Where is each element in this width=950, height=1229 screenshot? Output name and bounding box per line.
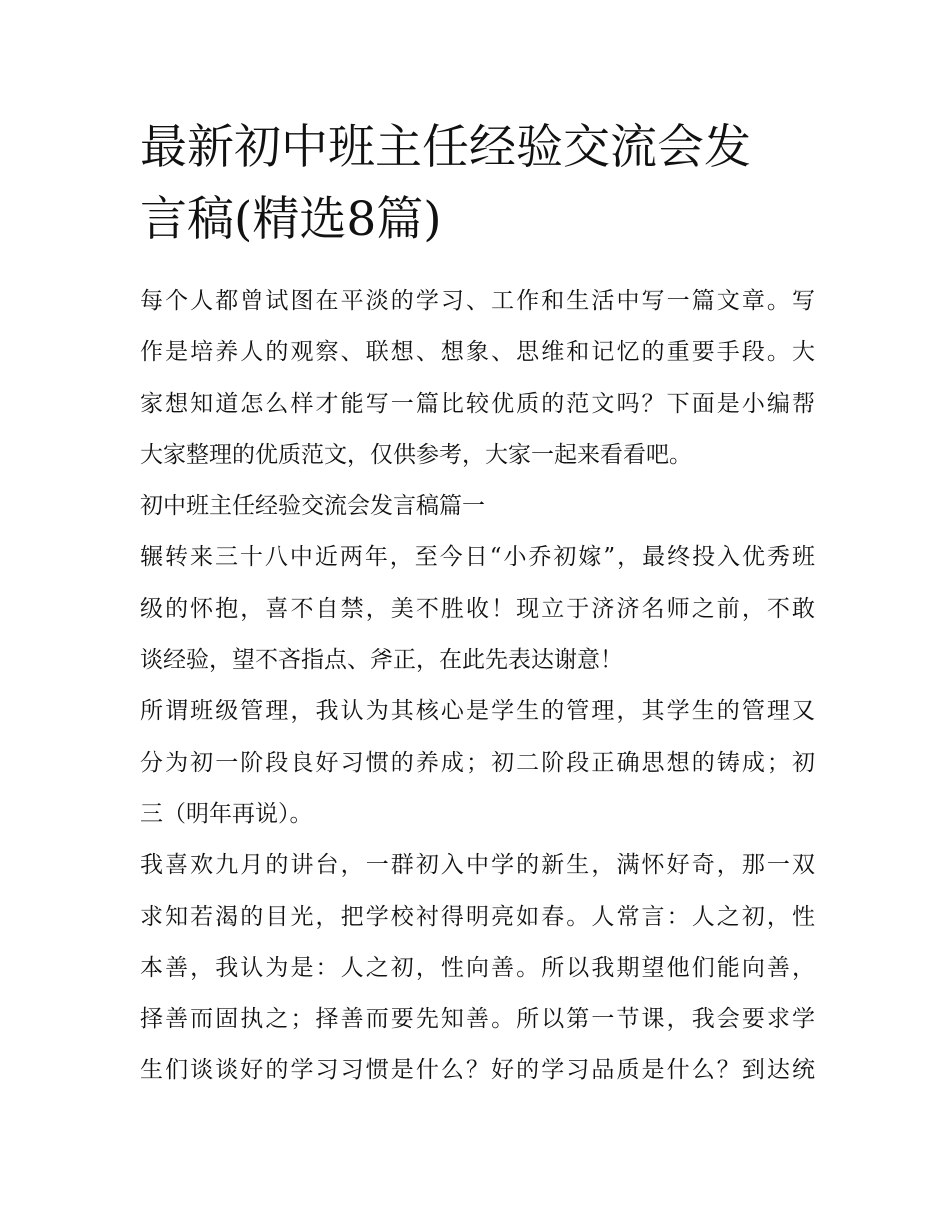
text-line: 作是培养人的观察、联想、想象、思维和记忆的重要手段。大 xyxy=(140,339,815,366)
body-paragraph xyxy=(140,532,815,686)
text-line: 三（明年再说）。 xyxy=(140,800,313,827)
text-line: 求知若渴的目光，把学校衬得明亮如春。人常言：人之初，性 xyxy=(140,903,815,930)
text-line: 本善，我认为是：人之初，性向善。所以我期望他们能向善， xyxy=(140,954,815,981)
text-line: 我喜欢九月的讲台，一群初入中学的新生，满怀好奇，那一双 xyxy=(140,852,815,879)
text-line: 谈经验，望不吝指点、斧正，在此先表达谢意！ xyxy=(140,647,623,674)
body-paragraph xyxy=(140,686,815,840)
text-line: 择善而固执之；择善而要先知善。所以第一节课，我会要求学 xyxy=(140,1006,815,1033)
title-line: 最新初中班主任经验交流会发 xyxy=(140,120,751,175)
title-line: 言稿(精选8篇) xyxy=(140,192,442,247)
text-line: 分为初一阶段良好习惯的养成；初二阶段正确思想的铸成；初 xyxy=(140,749,815,776)
text-line: 所谓班级管理，我认为其核心是学生的管理，其学生的管理又 xyxy=(140,698,815,725)
text-line: 生们谈谈好的学习习惯是什么？好的学习品质是什么？到达统 xyxy=(140,1057,815,1084)
text-line: 每个人都曾试图在平淡的学习、工作和生活中写一篇文章。写 xyxy=(140,288,815,314)
intro-paragraph xyxy=(140,276,815,481)
document-title xyxy=(140,112,820,256)
text-line: 大家整理的优质范文，仅供参考，大家一起来看看吧。 xyxy=(140,441,692,468)
body-paragraph xyxy=(140,840,815,1096)
text-line: 级的怀抱，喜不自禁，美不胜收！现立于济济名师之前，不敢 xyxy=(140,595,815,622)
text-line: 家想知道怎么样才能写一篇比较优质的范文吗？下面是小编帮 xyxy=(140,390,815,417)
text-line: 初中班主任经验交流会发言稿篇一 xyxy=(140,493,485,520)
document-body xyxy=(140,276,815,1097)
text-line: 辗转来三十八中近两年，至今日“小乔初嫁”，最终投入优秀班 xyxy=(140,544,815,571)
section-heading xyxy=(140,481,815,532)
